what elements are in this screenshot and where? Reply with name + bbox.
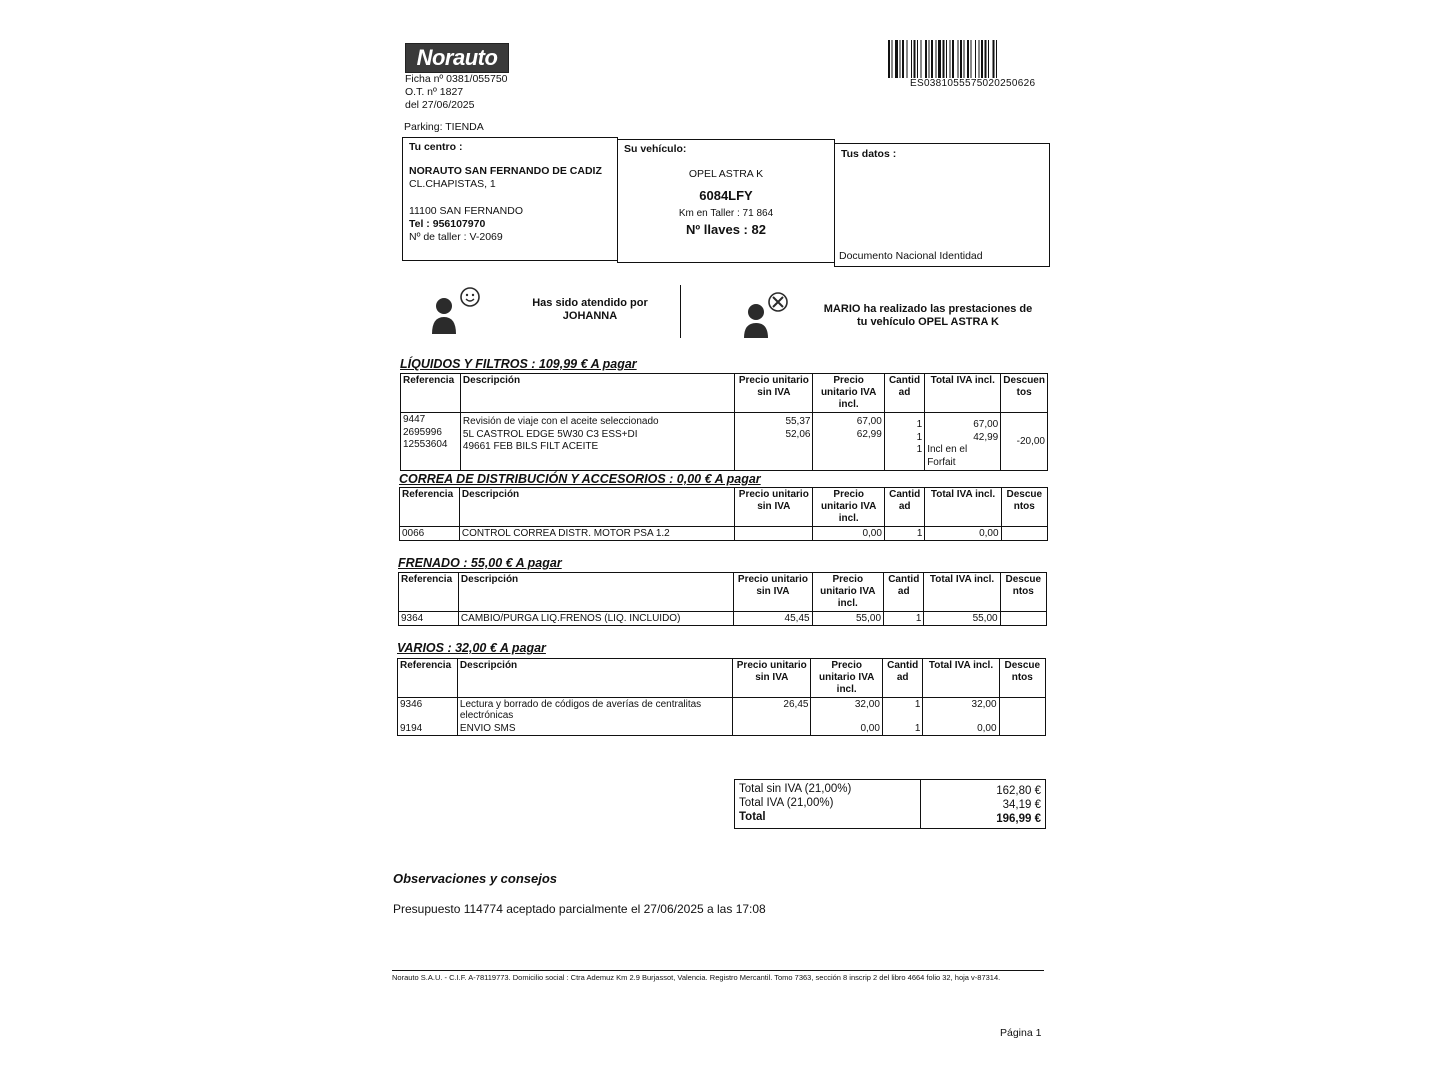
col-price-incl: Precio unitario IVA incl. (813, 488, 884, 527)
vehicle-keys: Nº llaves : 82 (686, 222, 766, 237)
row-price-excl (733, 722, 811, 736)
row-total: Incl en el Forfait (927, 444, 968, 468)
col-ref: Referencia (399, 573, 459, 612)
row-discount (1000, 612, 1046, 626)
vehicle-km: Km en Taller : 71 864 (678, 208, 774, 219)
centro-box (402, 137, 618, 261)
mechanic-text (808, 303, 1048, 329)
vehicle-model: OPEL ASTRA K (688, 168, 764, 180)
mechanic-icon (738, 290, 794, 340)
row-price-excl: 52,06 (785, 428, 811, 440)
advisor-name: JOHANNA (562, 310, 618, 322)
ficha-number: Ficha nº 0381/055750 (405, 73, 508, 85)
total-excl-label: Total sin IVA (21,00%) (739, 783, 852, 795)
total-excl-value: 162,80 € (996, 785, 1041, 797)
datos-label: Tus datos : (841, 148, 897, 160)
ot-number: O.T. nº 1827 (405, 86, 464, 98)
col-discount: Descuentos (1001, 488, 1047, 527)
row-total: 55,00 (924, 612, 1000, 626)
totals-box (734, 779, 1046, 829)
row-discount: -20,00 (1001, 413, 1048, 471)
section-title-varios: VARIOS : 32,00 € A pagar (397, 641, 546, 655)
mechanic-line2: tu vehículo OPEL ASTRA K (857, 316, 999, 328)
col-qty: Cantidad (882, 659, 922, 698)
advisor-icon (428, 286, 484, 336)
col-desc: Descripción (460, 374, 734, 413)
row-qty: 1 (882, 722, 922, 736)
col-desc: Descripción (458, 573, 733, 612)
col-ref: Referencia (400, 488, 460, 527)
observations-text: Presupuesto 114774 aceptado parcialmente el 27/06/2025 a las 17:08 (393, 902, 766, 916)
header-info (405, 73, 508, 112)
table-header (399, 573, 1047, 612)
col-qty: Cantidad (884, 573, 924, 612)
row-price-excl: 26,45 (733, 698, 811, 723)
col-price-excl: Precio unitario sin IVA (735, 488, 813, 527)
items-table-frenado (398, 572, 1047, 626)
table-header (401, 374, 1048, 413)
centro-street: CL.CHAPISTAS, 1 (409, 178, 496, 190)
row-price-excl (735, 527, 813, 541)
row-price-incl: 0,00 (811, 722, 882, 736)
total-value: 196,99 € (996, 813, 1041, 825)
table-header (400, 488, 1048, 527)
row-ref: 0066 (400, 527, 460, 541)
vehiculo-label: Su vehículo: (624, 143, 687, 155)
barcode-text: ES0381055575020250626 (910, 78, 1036, 89)
centro-name: NORAUTO SAN FERNANDO DE CADIZ (409, 165, 602, 177)
row-discount-empty (999, 722, 1045, 736)
centro-city: 11100 SAN FERNANDO (409, 205, 523, 217)
row-qty: 1 (916, 444, 923, 455)
row-desc: Revisión de viaje con el aceite seleccionado (462, 416, 659, 427)
vehicle-plate: 6084LFY (699, 188, 753, 203)
row-price-incl: 0,00 (813, 527, 884, 541)
col-discount: Descuentos (1001, 374, 1048, 413)
row-desc: 49661 FEB BILS FILT ACEITE (462, 441, 599, 452)
row-price-incl: 32,00 (811, 698, 882, 723)
row-ref: 2695996 (403, 426, 442, 438)
row-ref: 12553604 (403, 439, 448, 450)
row-qty: 1 (884, 527, 924, 541)
footer-legal: Norauto S.A.U. - C.I.F. A-78119773. Domicilio social : Ctra Ademuz Km 2.9 Burjassot, Valencia. Registro Mercantil. Tomo 7363, sección 8 inscrip 2 del libro 4664 folio 32, hoja v-87314. (392, 973, 1001, 982)
table-row (398, 698, 1046, 723)
items-table-correa (399, 487, 1048, 541)
table-header (398, 659, 1046, 698)
table-row (401, 413, 1048, 471)
advisor-text (500, 297, 680, 323)
row-total: 0,00 (925, 527, 1001, 541)
table-row (398, 722, 1046, 736)
col-total: Total IVA incl. (925, 374, 1001, 413)
row-desc: 5L CASTROL EDGE 5W30 C3 ESS+DI (462, 428, 638, 440)
col-ref: Referencia (398, 659, 458, 698)
col-desc: Descripción (459, 488, 734, 527)
row-ref: 9364 (399, 612, 459, 626)
row-qty: 1 (916, 431, 923, 443)
col-qty: Cantidad (884, 374, 924, 413)
col-qty: Cantidad (884, 488, 924, 527)
row-price-incl: 55,00 (812, 612, 883, 626)
col-desc: Descripción (457, 659, 732, 698)
col-discount: Descuentos (1000, 573, 1046, 612)
row-ref: 9447 (403, 414, 426, 425)
mechanic-line1: MARIO ha realizado las prestaciones de (823, 303, 1033, 315)
row-discount (1001, 527, 1047, 541)
attend-divider (680, 285, 681, 338)
items-table-varios (397, 658, 1046, 736)
table-row (400, 527, 1048, 541)
advisor-line: Has sido atendido por (532, 297, 648, 309)
row-total: 67,00 (973, 419, 999, 430)
col-price-excl: Precio unitario sin IVA (734, 573, 812, 612)
taller-number: Nº de taller : V-2069 (409, 231, 503, 243)
page-number: Página 1 (1000, 1027, 1042, 1039)
document-date: del 27/06/2025 (405, 99, 475, 111)
col-price-incl: Precio unitario IVA incl. (813, 374, 884, 413)
info-panel (402, 137, 1050, 267)
row-discount (999, 698, 1045, 723)
row-total: 42,99 (973, 431, 999, 443)
row-qty: 1 (884, 612, 924, 626)
row-total: 32,00 (923, 698, 999, 723)
datos-box (834, 143, 1050, 267)
row-desc: ENVIO SMS (457, 722, 732, 736)
total-iva-label: Total IVA (21,00%) (739, 797, 834, 809)
col-price-incl: Precio unitario IVA incl. (812, 573, 883, 612)
vehiculo-box (617, 139, 835, 263)
parking-label: Parking: TIENDA (404, 121, 484, 133)
observations-title: Observaciones y consejos (393, 871, 558, 886)
total-iva-value: 34,19 € (1002, 799, 1041, 811)
total-label: Total (739, 811, 766, 823)
row-ref: 9346 (398, 698, 458, 723)
centro-phone: 956107970 (432, 218, 486, 230)
row-price-incl: 67,00 (856, 416, 882, 427)
norauto-logo: Norauto (405, 43, 509, 73)
centro-label: Tu centro : (409, 141, 463, 153)
footer-divider (392, 970, 1044, 971)
col-total: Total IVA incl. (924, 573, 1000, 612)
row-qty: 1 (882, 698, 922, 723)
row-price-excl: 45,45 (734, 612, 812, 626)
col-total: Total IVA incl. (923, 659, 999, 698)
items-table-liquidos (400, 373, 1048, 471)
section-title-frenado: FRENADO : 55,00 € A pagar (398, 556, 562, 570)
row-desc: CONTROL CORREA DISTR. MOTOR PSA 1.2 (459, 527, 734, 541)
dni-label: Documento Nacional Identidad (839, 250, 983, 262)
tel-label: Tel : (409, 218, 433, 230)
col-price-excl: Precio unitario sin IVA (735, 374, 813, 413)
col-ref: Referencia (401, 374, 461, 413)
col-price-excl: Precio unitario sin IVA (733, 659, 811, 698)
section-title-liquidos: LÍQUIDOS Y FILTROS : 109,99 € A pagar (400, 357, 637, 371)
row-qty: 1 (916, 419, 923, 430)
row-ref: 9194 (398, 722, 458, 736)
table-row (399, 612, 1047, 626)
row-desc: CAMBIO/PURGA LIQ.FRENOS (LIQ. INCLUIDO) (458, 612, 733, 626)
row-desc: Lectura y borrado de códigos de averías de centralitas electrónicas (457, 698, 732, 723)
col-total: Total IVA incl. (925, 488, 1001, 527)
row-price-excl: 55,37 (785, 416, 811, 427)
barcode (888, 40, 1050, 78)
col-price-incl: Precio unitario IVA incl. (811, 659, 882, 698)
col-discount: Descuentos (999, 659, 1045, 698)
section-title-correa: CORREA DE DISTRIBUCIÓN Y ACCESORIOS : 0,00 € A pagar (399, 472, 761, 486)
row-total: 0,00 (923, 722, 999, 736)
row-price-incl: 62,99 (856, 428, 882, 440)
